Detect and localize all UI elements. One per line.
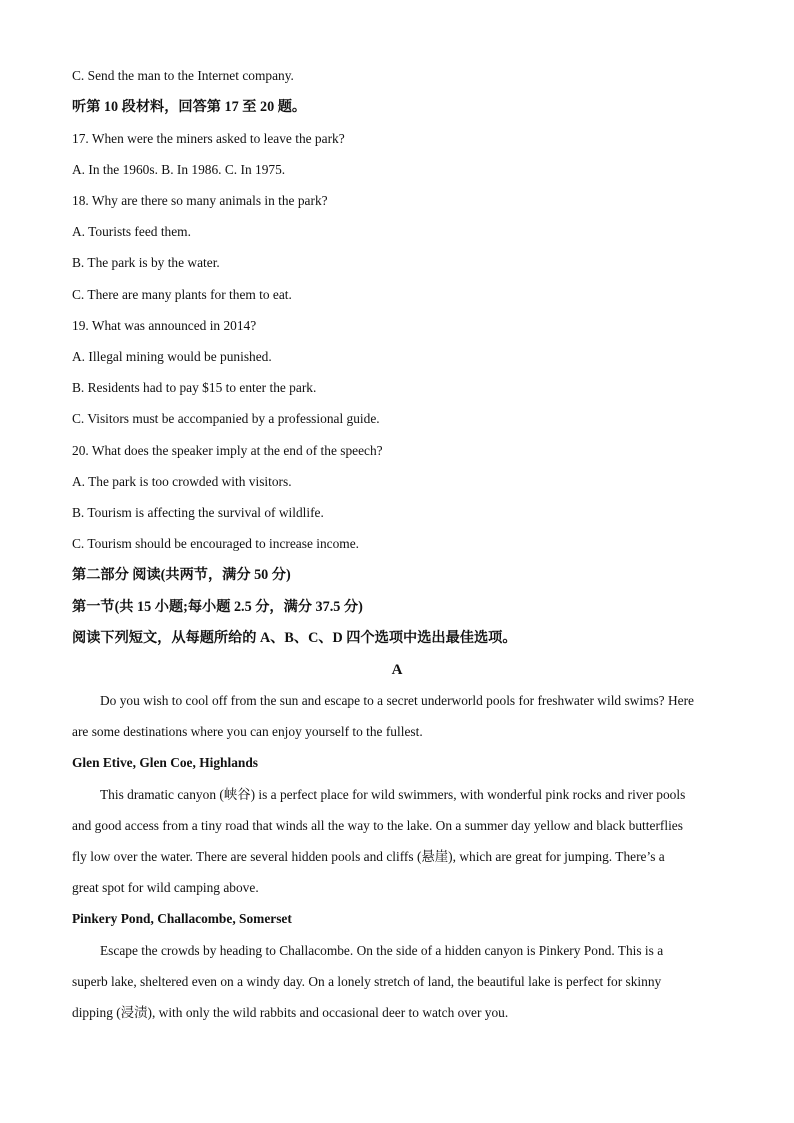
option-line: C. Send the man to the Internet company. xyxy=(72,68,294,83)
paragraph-line: and good access from a tiny road that winds all the way to the lake. On a summer day yellow and black butterflies xyxy=(72,818,683,833)
paragraph-line: dipping (浸渍), with only the wild rabbits and occasional deer to watch over you. xyxy=(72,1005,509,1020)
intro-paragraph-line: Do you wish to cool off from the sun and escape to a secret underworld pools for freshwater wild swims? Here xyxy=(100,693,694,708)
destination-heading-pinkery-pond: Pinkery Pond, Challacombe, Somerset xyxy=(72,911,292,926)
question-20-option-a: A. The park is too crowded with visitors. xyxy=(72,474,292,489)
question-19-option-b: B. Residents had to pay $15 to enter the park. xyxy=(72,380,317,395)
question-20-option-b: B. Tourism is affecting the survival of wildlife. xyxy=(72,505,324,520)
question-19-option-a: A. Illegal mining would be punished. xyxy=(72,349,272,364)
intro-paragraph-line: are some destinations where you can enjoy yourself to the fullest. xyxy=(72,724,423,739)
destination-heading-glen-etive: Glen Etive, Glen Coe, Highlands xyxy=(72,755,258,770)
part-two-heading: 第二部分 阅读(共两节，满分 50 分) xyxy=(72,567,291,583)
passage-letter: A xyxy=(391,662,403,678)
question-18-option-b: B. The park is by the water. xyxy=(72,255,220,270)
question-18-option-a: A. Tourists feed them. xyxy=(72,224,191,239)
question-17-options: A. In the 1960s. B. In 1986. C. In 1975. xyxy=(72,162,286,177)
question-18-option-c: C. There are many plants for them to eat. xyxy=(72,287,292,302)
paragraph-line: fly low over the water. There are several hidden pools and cliffs (悬崖), which are great for jumping. There’s a xyxy=(72,849,665,864)
paragraph-line: great spot for wild camping above. xyxy=(72,880,259,895)
paragraph-line: This dramatic canyon (峡谷) is a perfect place for wild swimmers, with wonderful pink rocks and river pools xyxy=(100,787,686,802)
paragraph-line: superb lake, sheltered even on a windy day. On a lonely stretch of land, the beautiful lake is perfect for skinny xyxy=(72,974,662,989)
listening-section-heading: 听第 10 段材料，回答第 17 至 20 题。 xyxy=(72,99,307,115)
question-17: 17. When were the miners asked to leave the park? xyxy=(72,131,345,146)
question-20: 20. What does the speaker imply at the end of the speech? xyxy=(72,443,383,458)
paragraph-line: Escape the crowds by heading to Challacombe. On the side of a hidden canyon is Pinkery Pond. This is a xyxy=(100,943,664,958)
reading-instruction: 阅读下列短文，从每题所给的 A、B、C、D 四个选项中选出最佳选项。 xyxy=(72,630,517,646)
question-20-option-c: C. Tourism should be encouraged to increase income. xyxy=(72,536,360,551)
question-19-option-c: C. Visitors must be accompanied by a professional guide. xyxy=(72,411,380,426)
question-19: 19. What was announced in 2014? xyxy=(72,318,257,333)
question-18: 18. Why are there so many animals in the park? xyxy=(72,193,328,208)
section-one-heading: 第一节(共 15 小题;每小题 2.5 分，满分 37.5 分) xyxy=(72,599,363,615)
